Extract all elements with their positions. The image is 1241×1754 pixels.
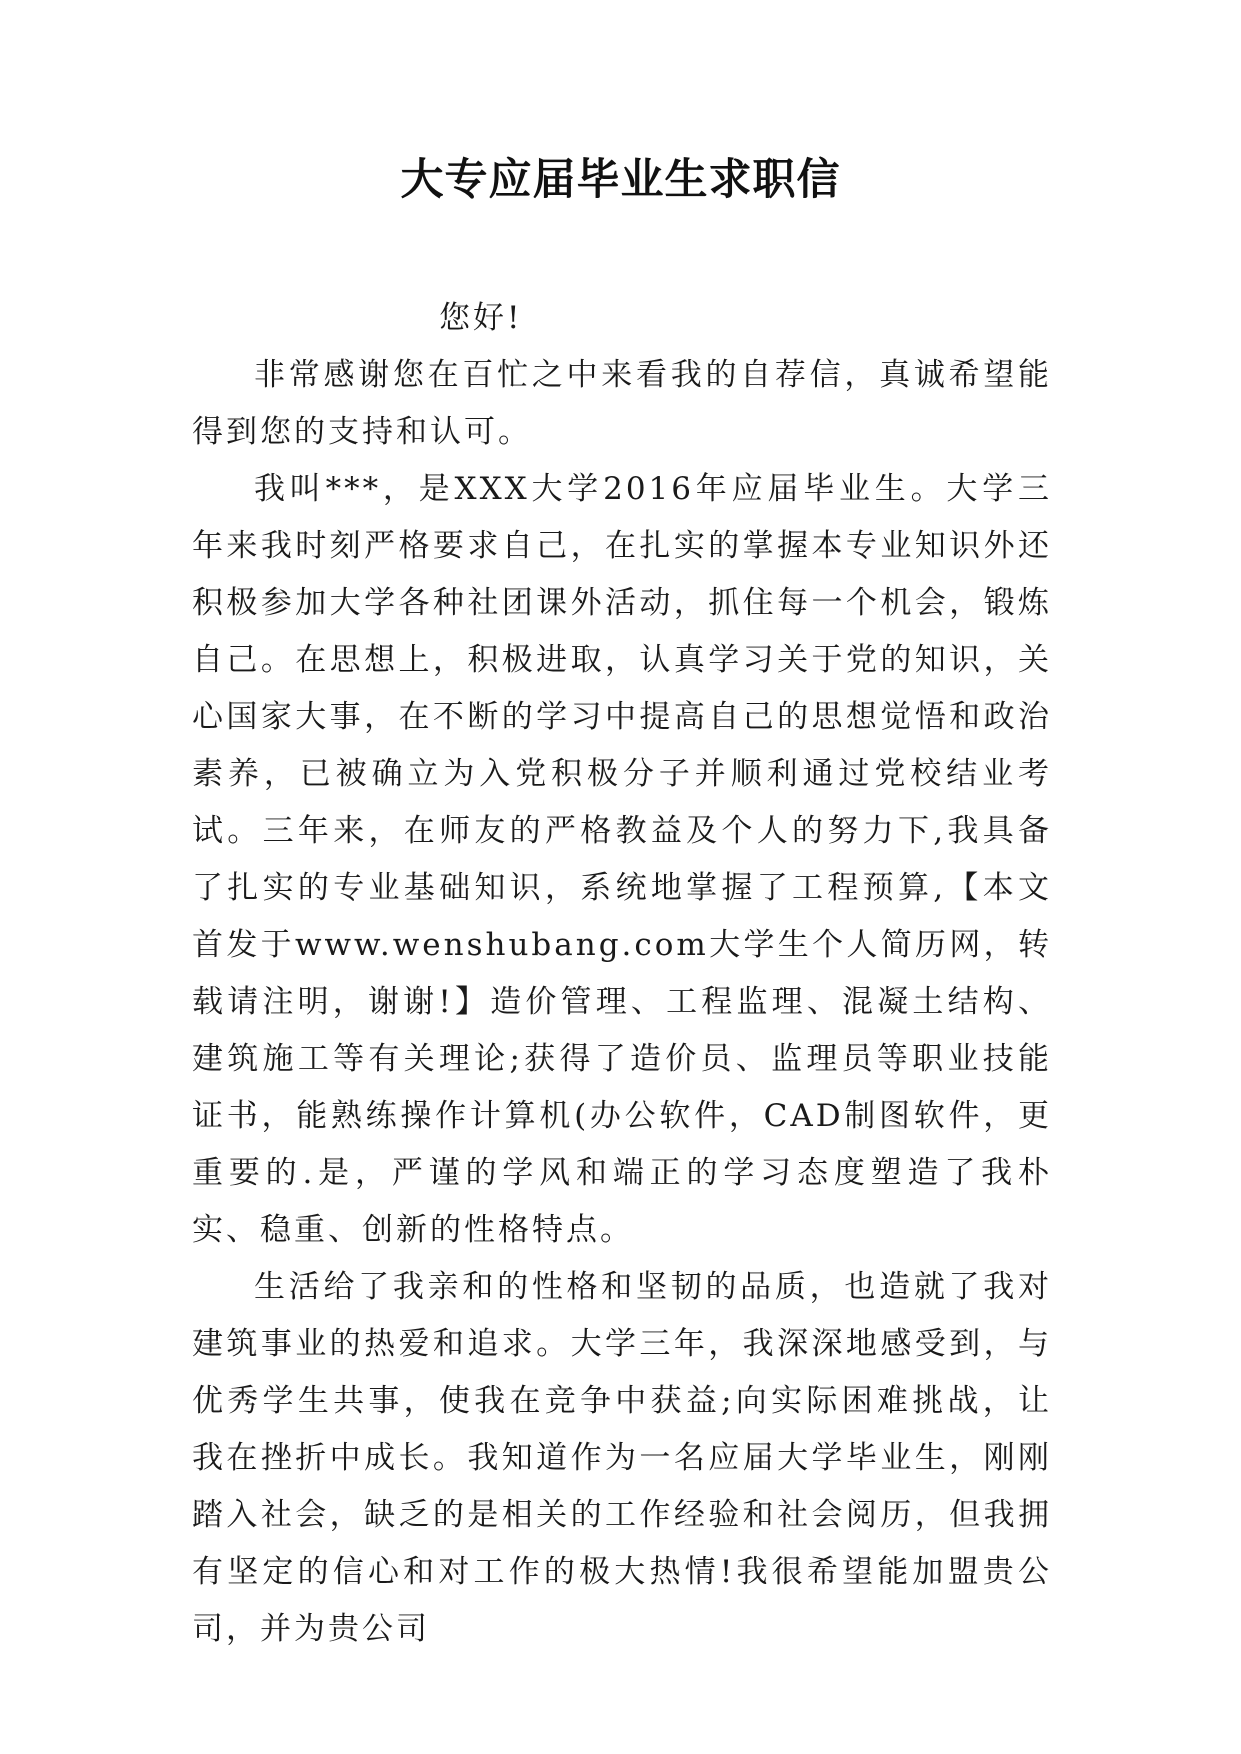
paragraph-personality: 生活给了我亲和的性格和坚韧的品质，也造就了我对建筑事业的热爱和追求。大学三年，我深深地感受到，与优秀学生共事，使我在竞争中获益;向实际困难挑战，让我在挫折中成长。我知道作为一名应届大学毕业生，刚刚踏入社会，缺乏的是相关的工作经验和社会阅历，但我拥有坚定的信心和对工作的极大热情!我很希望能加盟贵公司，并为贵公司 — [192, 1269, 1052, 1647]
letter-greeting: 您好! — [439, 300, 523, 336]
letter-body — [192, 290, 1052, 1658]
paragraph-thanks: 非常感谢您在百忙之中来看我的自荐信，真诚希望能得到您的支持和认可。 — [192, 357, 1052, 450]
document-title: 大专应届毕业生求职信 — [400, 155, 841, 205]
paragraph-introduction: 我叫***，是XXX大学2016年应届毕业生。大学三年来我时刻严格要求自己，在扎实的掌握本专业知识外还积极参加大学各种社团课外活动，抓住每一个机会，锻炼自己。在思想上，积极进取，认真学习关于党的知识，关心国家大事，在不断的学习中提高自己的思想觉悟和政治素养，已被确立为入党积极分子并顺利通过党校结业考试。三年来，在师友的严格教益及个人的努力下,我具备了扎实的专业基础知识，系统地掌握了工程预算,【本文首发于www.wenshubang.com大学生个人简历网，转载请注明，谢谢!】造价管理、工程监理、混凝土结构、建筑施工等有关理论;获得了造价员、监理员等职业技能证书，能熟练操作计算机(办公软件，CAD制图软件，更重要的.是，严谨的学风和端正的学习态度塑造了我朴实、稳重、创新的性格特点。 — [192, 471, 1052, 1248]
